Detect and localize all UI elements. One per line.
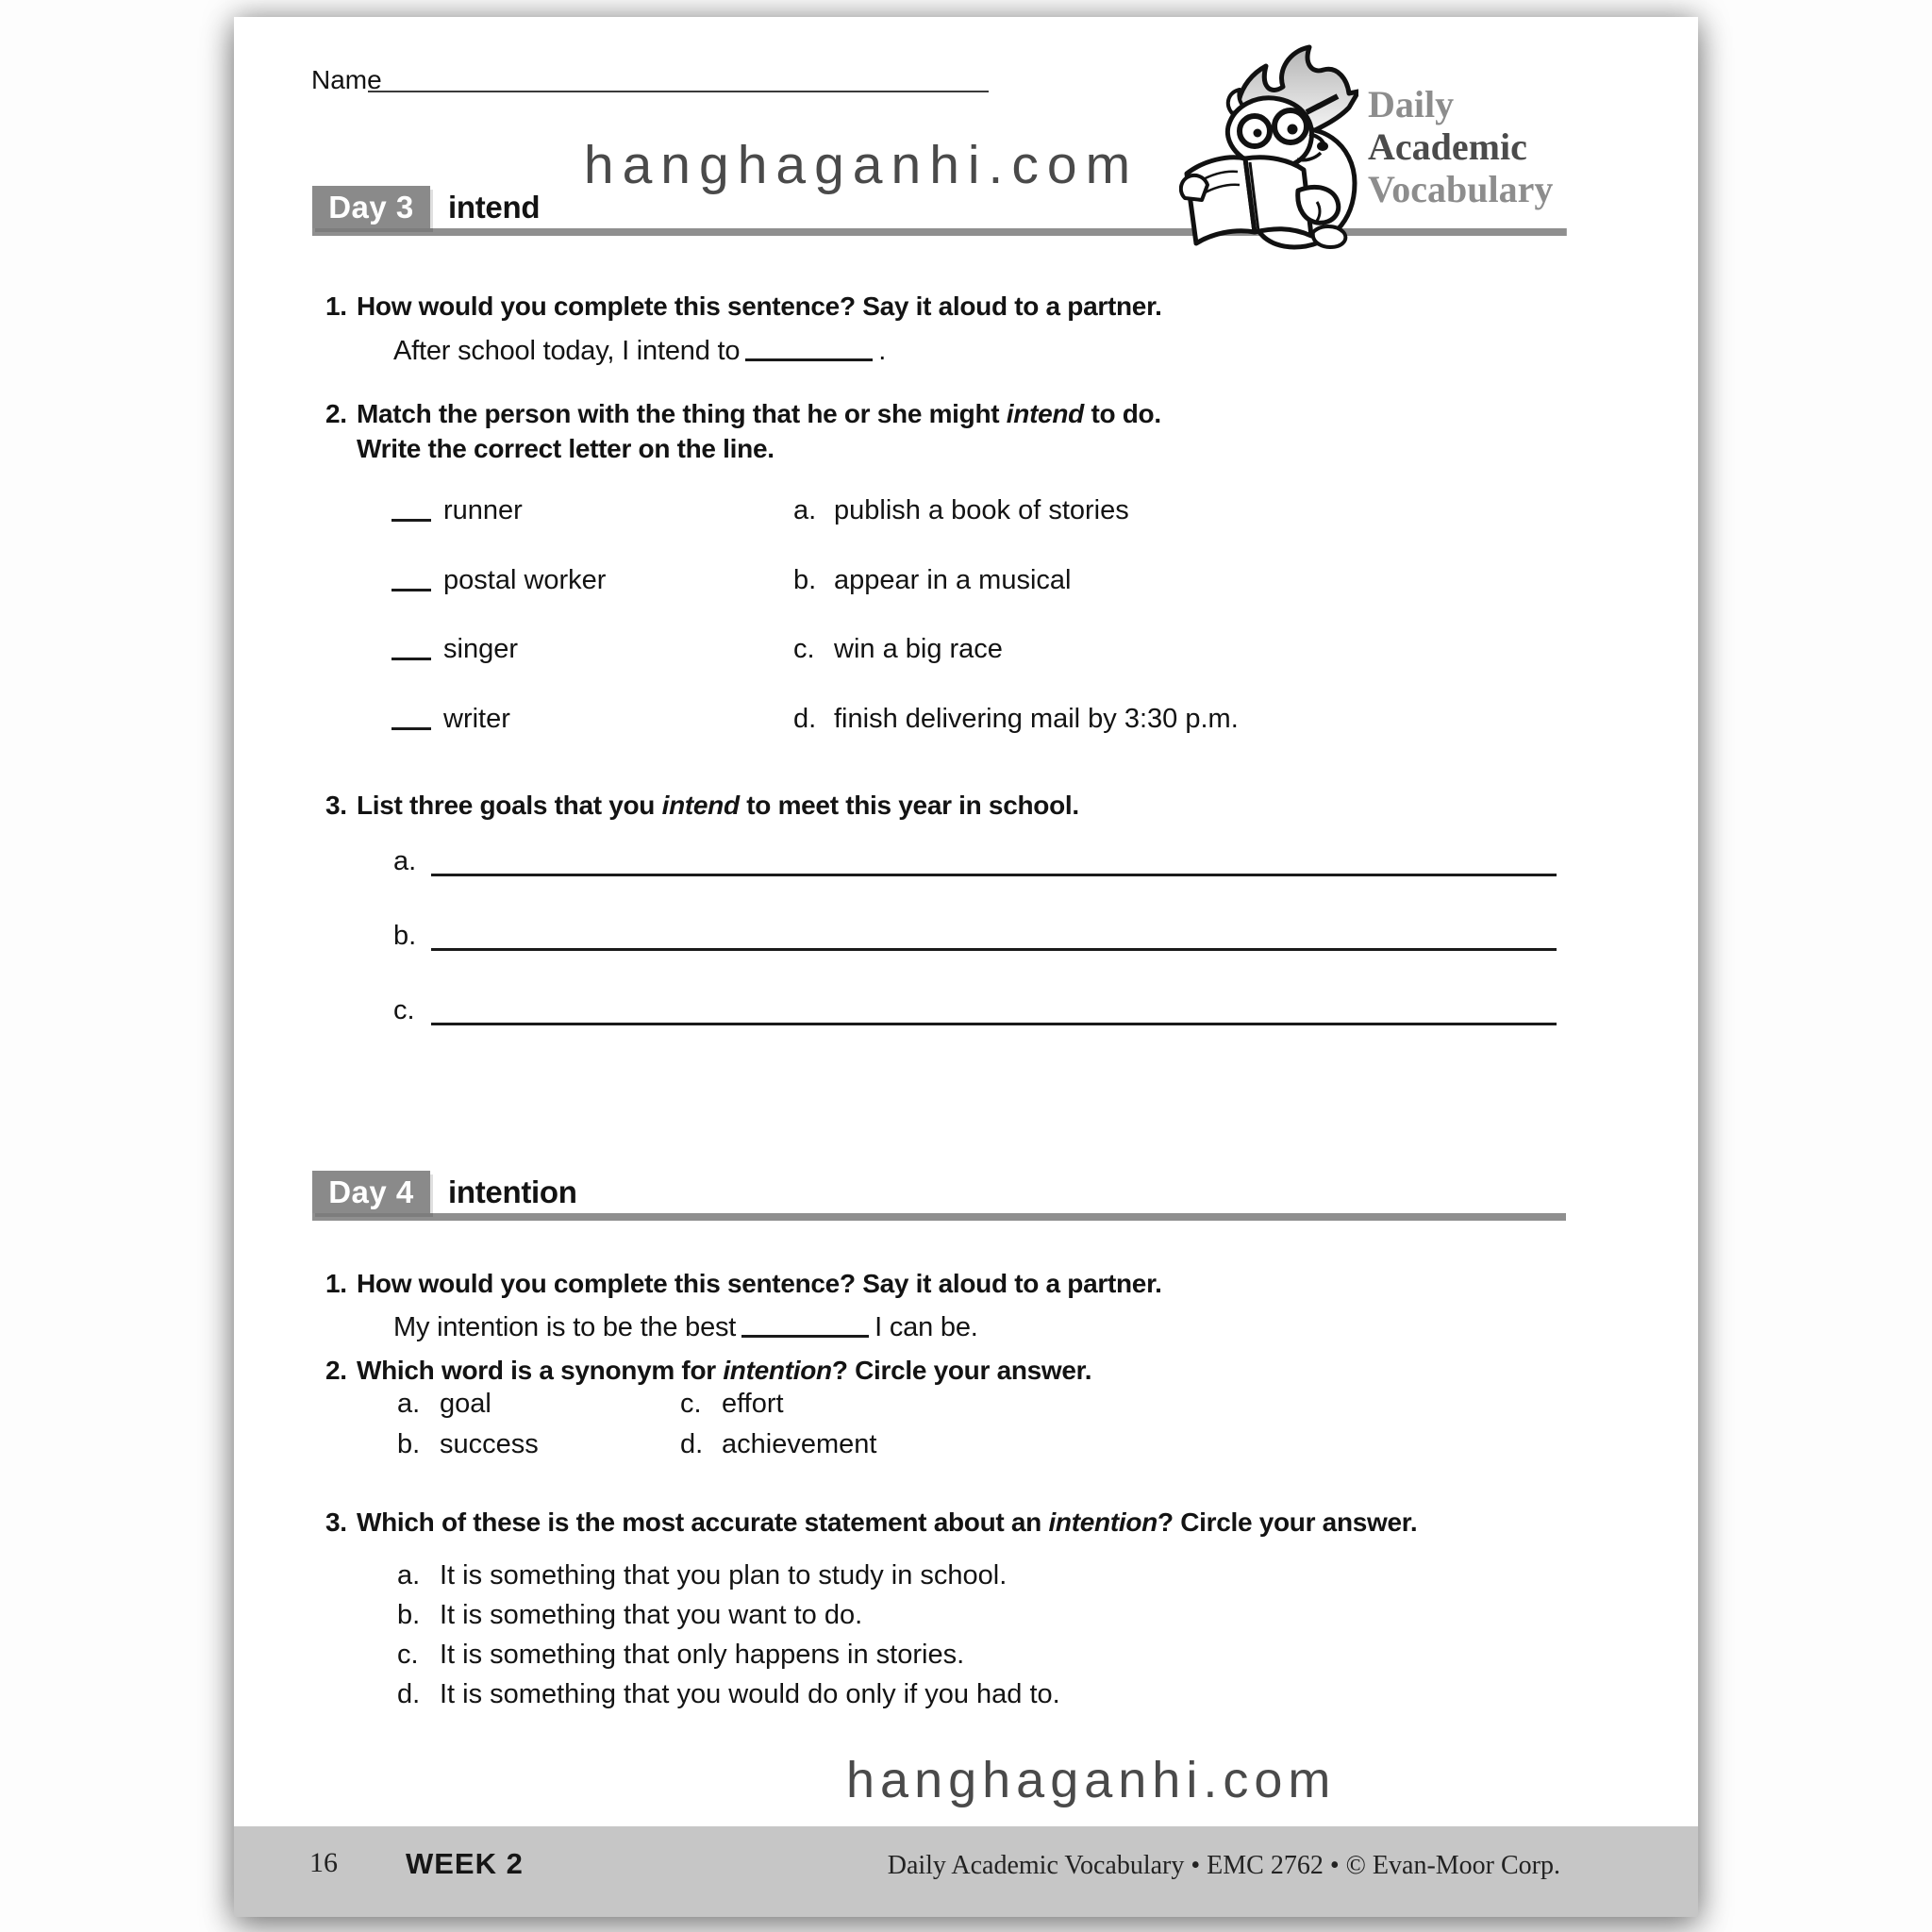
goal-write-line[interactable] bbox=[431, 1023, 1557, 1025]
day4-q2-number: 2. bbox=[325, 1356, 347, 1385]
match-row bbox=[391, 564, 1571, 600]
statement-option-row bbox=[397, 1598, 1567, 1632]
match-right-text: finish delivering mail by 3:30 p.m. bbox=[834, 704, 1239, 734]
match-letter: a. bbox=[793, 495, 817, 525]
page-number: 16 bbox=[309, 1847, 338, 1878]
day4-q3-number: 3. bbox=[325, 1507, 347, 1537]
day4-rule bbox=[312, 1213, 1566, 1221]
option-text[interactable]: success bbox=[440, 1429, 539, 1459]
day3-q2-number: 2. bbox=[325, 399, 347, 428]
match-right-text: publish a book of stories bbox=[834, 495, 1129, 525]
day4-word: intention bbox=[448, 1174, 577, 1209]
day4-q1-sentence: My intention is to be the best I can be. bbox=[393, 1312, 978, 1342]
match-letter: d. bbox=[793, 704, 817, 734]
goal-row bbox=[393, 920, 1557, 956]
match-blank[interactable] bbox=[391, 658, 431, 660]
name-label: Name bbox=[311, 65, 382, 94]
day3-header bbox=[312, 186, 1566, 236]
watermark-top: hanghaganhi.com bbox=[583, 135, 1140, 195]
option-text[interactable]: achievement bbox=[722, 1429, 877, 1459]
logo-line-daily: Daily bbox=[1368, 83, 1455, 125]
day4-badge: Day 4 bbox=[312, 1171, 430, 1213]
match-left-label: runner bbox=[443, 495, 523, 525]
match-row bbox=[391, 703, 1571, 739]
day3-q1-sentence: After school today, I intend to . bbox=[393, 336, 887, 366]
option-text[interactable]: It is something that only happens in stories. bbox=[440, 1640, 965, 1670]
day4-q1-blank[interactable] bbox=[741, 1312, 869, 1338]
name-blank-line[interactable] bbox=[368, 91, 989, 92]
match-right-text: appear in a musical bbox=[834, 565, 1072, 595]
match-left-label: singer bbox=[443, 634, 518, 664]
match-row bbox=[391, 633, 1571, 669]
day3-q1-prompt: 1. How would you complete this sentence? Say it aloud to a partner. bbox=[325, 289, 1162, 324]
day4-q1-prompt: 1. How would you complete this sentence? Say it aloud to a partner. bbox=[325, 1266, 1162, 1301]
option-letter: d. bbox=[680, 1429, 704, 1459]
match-left-label: postal worker bbox=[443, 565, 607, 595]
goal-write-line[interactable] bbox=[431, 948, 1557, 951]
day3-word: intend bbox=[448, 190, 541, 225]
option-letter: b. bbox=[397, 1600, 421, 1630]
option-text[interactable]: It is something that you plan to study in school. bbox=[440, 1560, 1008, 1591]
statement-option-row bbox=[397, 1638, 1567, 1672]
goal-label: c. bbox=[393, 995, 415, 1025]
option-letter: b. bbox=[397, 1429, 421, 1459]
option-text[interactable]: effort bbox=[722, 1389, 784, 1419]
match-letter: b. bbox=[793, 565, 817, 595]
synonym-option-row bbox=[397, 1428, 1567, 1462]
day3-q1-number: 1. bbox=[325, 291, 347, 321]
synonym-option-row bbox=[397, 1388, 1567, 1422]
week-label: WEEK 2 bbox=[406, 1847, 524, 1880]
option-letter: c. bbox=[397, 1640, 419, 1670]
option-letter: a. bbox=[397, 1389, 421, 1419]
logo-line-vocabulary: Vocabulary bbox=[1368, 168, 1554, 210]
goal-row bbox=[393, 845, 1557, 881]
goal-row bbox=[393, 994, 1557, 1030]
day3-q3-prompt: 3. List three goals that you intend to meet this year in school. bbox=[325, 788, 1079, 823]
day3-q2-prompt-line2: Write the correct letter on the line. bbox=[357, 434, 774, 463]
option-text[interactable]: It is something that you want to do. bbox=[440, 1600, 863, 1630]
option-text[interactable]: goal bbox=[440, 1389, 491, 1419]
statement-option-row bbox=[397, 1558, 1567, 1592]
worksheet-page bbox=[234, 17, 1698, 1917]
day4-q2-prompt: 2. Which word is a synonym for intention? Circle your answer. bbox=[325, 1353, 1091, 1388]
option-text[interactable]: It is something that you would do only if you had to. bbox=[440, 1679, 1060, 1709]
match-blank[interactable] bbox=[391, 589, 431, 591]
statement-option-row bbox=[397, 1677, 1567, 1711]
day3-badge: Day 3 bbox=[312, 186, 430, 228]
match-blank[interactable] bbox=[391, 519, 431, 522]
day4-q3-prompt: 3. Which of these is the most accurate statement about an intention? Circle your answer. bbox=[325, 1505, 1417, 1540]
option-letter: a. bbox=[397, 1560, 421, 1591]
watermark-bottom: hanghaganhi.com bbox=[846, 1752, 1337, 1808]
day4-q1-number: 1. bbox=[325, 1269, 347, 1298]
logo-line-academic: Academic bbox=[1368, 125, 1527, 168]
goal-label: a. bbox=[393, 846, 417, 876]
match-blank[interactable] bbox=[391, 727, 431, 730]
day4-header bbox=[312, 1171, 1566, 1221]
day3-q2-prompt: 2. Match the person with the thing that he or she might intend to do. bbox=[325, 396, 1161, 431]
squirrel-mascot-icon bbox=[1179, 40, 1358, 252]
copyright-credit: Daily Academic Vocabulary • EMC 2762 • © Evan-Moor Corp. bbox=[887, 1851, 1560, 1880]
day3-rule bbox=[312, 228, 1566, 236]
match-letter: c. bbox=[793, 634, 815, 664]
match-right-text: win a big race bbox=[834, 634, 1003, 664]
match-left-label: writer bbox=[443, 704, 510, 734]
option-letter: d. bbox=[397, 1679, 421, 1709]
goal-write-line[interactable] bbox=[431, 874, 1557, 876]
day3-q1-blank[interactable] bbox=[745, 336, 873, 361]
match-row bbox=[391, 494, 1571, 530]
option-letter: c. bbox=[680, 1389, 702, 1419]
day3-q3-number: 3. bbox=[325, 791, 347, 820]
goal-label: b. bbox=[393, 921, 417, 951]
footer-band bbox=[234, 1826, 1698, 1917]
